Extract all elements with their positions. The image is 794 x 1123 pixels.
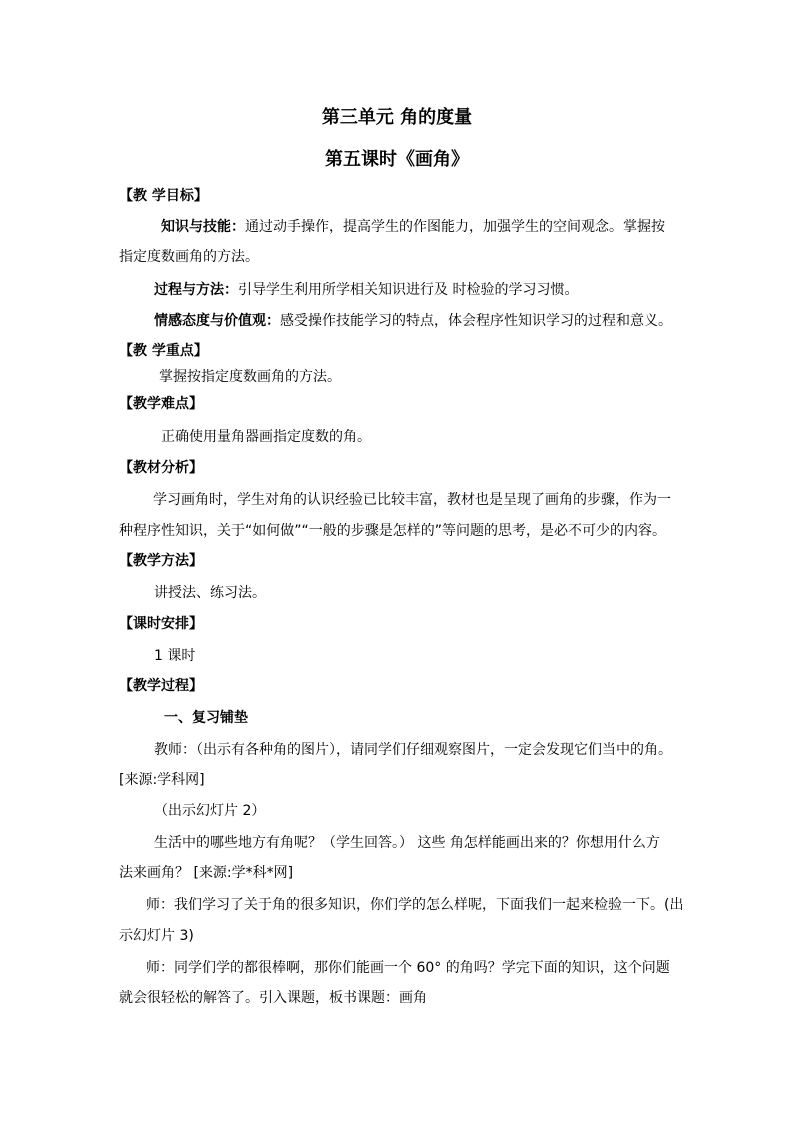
difficulties-text: 正确使用量角器画指定度数的角。 — [161, 429, 371, 445]
goal-knowledge — [161, 217, 665, 237]
document-subtitle: 第五课时《画角》 — [325, 149, 469, 170]
goal-attitude-text: 感受操作技能学习的特点，体会程序性知识学习的过程和意义。 — [280, 313, 672, 329]
process-paragraph-1-line2: [来源:学科网] — [119, 772, 205, 788]
goal-knowledge-continued: 指定度数画角的方法。 — [119, 249, 259, 265]
section-heading-process: 【教学过程】 — [119, 678, 203, 694]
process-paragraph-4-line2: 示幻灯片 3) — [119, 928, 194, 944]
analysis-paragraph-line2: 种程序性知识，关于“如何做”“一般的步骤是怎样的”等问题的思考，是必不可少的内容。 — [119, 523, 667, 539]
process-paragraph-3-line1: 生活中的哪些地方有角呢？（学生回答。） 这些 角怎样能画出来的？你想用什么方 — [154, 835, 660, 851]
goal-attitude-label: 情感态度与价值观： — [154, 313, 280, 329]
section-heading-goals: 【教 学目标】 — [119, 188, 208, 204]
step-heading-review: 一、复习铺垫 — [164, 710, 248, 726]
section-heading-methods: 【教学方法】 — [119, 553, 203, 569]
section-heading-key-points: 【教 学重点】 — [119, 343, 208, 359]
section-heading-schedule: 【课时安排】 — [119, 616, 203, 632]
process-paragraph-4-line1: 师：我们学习了关于角的很多知识，你们学的怎么样呢，下面我们一起来检验一下。(出 — [146, 897, 684, 913]
analysis-paragraph-line1: 学习画角时，学生对角的认识经验已比较丰富，教材也是呈现了画角的步骤，作为一 — [153, 492, 671, 508]
process-paragraph-5-line1: 师：同学们学的都很棒啊，那你们能画一个 60° 的角吗？学完下面的知识，这个问题 — [146, 960, 670, 976]
methods-text: 讲授法、练习法。 — [154, 585, 266, 601]
process-paragraph-5-line2: 就会很轻松的解答了。引入课题，板书课题：画角 — [119, 990, 427, 1006]
section-heading-analysis: 【教材分析】 — [119, 460, 203, 476]
goal-process-text: 引导学生利用所学相关知识进行及 时检验的学习习惯。 — [238, 282, 579, 298]
schedule-text: 1 课时 — [154, 648, 196, 664]
goal-knowledge-label: 知识与技能： — [161, 219, 245, 235]
process-paragraph-2: （出示幻灯片 2） — [154, 803, 266, 819]
goal-process-label: 过程与方法： — [154, 282, 238, 298]
document-title: 第三单元 角的度量 — [321, 107, 473, 128]
goal-attitude — [154, 311, 672, 331]
process-paragraph-3-line2: 法来画角？ [来源:学*科*网] — [119, 865, 294, 881]
process-paragraph-1-line1: 教师：（出示有各种角的图片），请同学们仔细观察图片，一定会发现它们当中的角。 — [154, 742, 672, 758]
goal-knowledge-text: 通过动手操作，提高学生的作图能力，加强学生的空间观念。掌握按 — [245, 219, 665, 235]
goal-process — [154, 280, 578, 300]
key-points-text: 掌握按指定度数画角的方法。 — [159, 369, 341, 385]
section-heading-difficulties: 【教学难点】 — [119, 396, 203, 412]
